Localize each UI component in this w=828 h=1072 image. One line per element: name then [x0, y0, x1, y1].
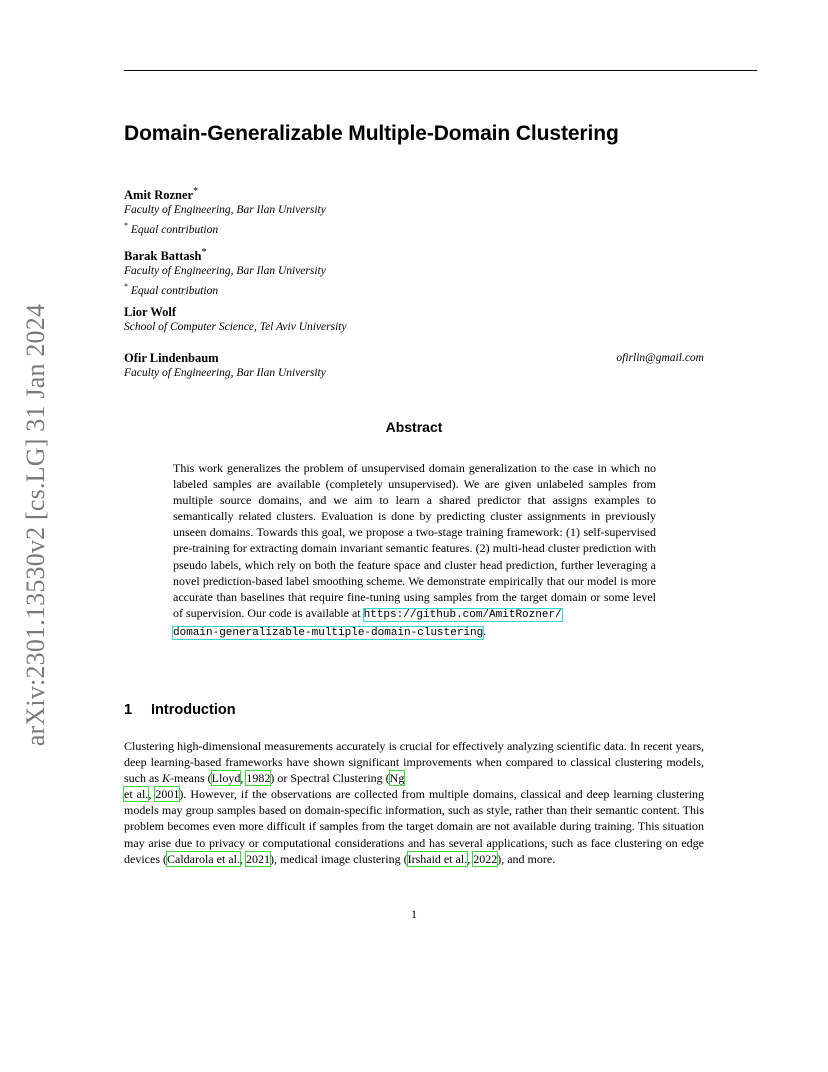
intro-text: ). However, if the observations are collected from multiple domains, classical and deep learning clustering models may group samples based on domain-specific information, such as style, rather than their semantic content. This problem becomes even more difficult if samples from the target domain are not available during training. This situation may arise due to privacy or computational considerations and has several applications, such as face clustering on edge devices ( [124, 787, 704, 866]
intro-paragraph [124, 738, 704, 867]
citation-irshaid-year[interactable]: 2022 [473, 851, 498, 866]
abstract-body [173, 460, 656, 641]
author-name: Lior Wolf [124, 305, 176, 319]
citation-ng[interactable]: Ng [389, 771, 405, 786]
intro-text: ), medical image clustering ( [269, 851, 408, 866]
intro-text: , [467, 851, 474, 866]
citation-ng-continued[interactable]: et al. [124, 787, 149, 802]
author-block [124, 305, 704, 335]
intro-text: , [239, 851, 246, 866]
intro-text: Clustering high-dimensional measurements accurately is crucial for effectively analyzing scientific data. In recent years, deep learning-based frameworks have shown significant improvements when compared to classical clustering models, such as [124, 739, 704, 786]
author-note: Equal contribution [130, 284, 219, 297]
code-link[interactable]: https://github.com/AmitRozner/ [363, 608, 562, 621]
author-block [124, 351, 704, 381]
citation-irshaid[interactable]: Irshaid et al. [407, 851, 468, 866]
author-affiliation: Faculty of Engineering, Bar Ilan University [124, 367, 326, 379]
top-rule [124, 70, 757, 71]
author-affiliation: Faculty of Engineering, Bar Ilan University [124, 265, 326, 277]
paper-title: Domain-Generalizable Multiple-Domain Clustering [124, 122, 619, 145]
citation-lloyd-year[interactable]: 1982 [246, 771, 271, 786]
intro-text: , [240, 771, 247, 786]
author-block [124, 245, 704, 299]
intro-text: ) or Spectral Clustering ( [270, 771, 390, 786]
author-affiliation: School of Computer Science, Tel Aviv University [124, 321, 347, 333]
author-email: ofirlin@gmail.com [616, 352, 704, 364]
intro-text: -means ( [170, 771, 212, 786]
citation-caldarola[interactable]: Caldarola et al. [166, 851, 240, 866]
intro-text: , [148, 787, 156, 802]
abstract-text: This work generalizes the problem of unsupervised domain generalization to the case in which no labeled samples are available (completely unsupervised). We are given unlabeled samples from multiple source domains, and we aim to learn a shared predictor that assigns examples to semantically related clusters. Evaluation is done by predicting cluster assignments in previously unseen domains. Towards this goal, we propose a two-stage training framework: (1) self-supervised pre-training for extracting domain invariant semantic features. (2) multi-head cluster prediction with pseudo labels, which rely on both the feature space and cluster head prediction, further leveraging a novel prediction-based label smoothing scheme. We demonstrate empirically that our model is more accurate than baselines that require fine-tuning using samples from the target domain or some level of supervision. Our code is available at [173, 461, 656, 620]
author-name: Amit Rozner [124, 188, 194, 202]
author-mark: * [201, 247, 207, 258]
abstract-end: . [483, 623, 487, 638]
section-title: Introduction [151, 702, 236, 718]
section-number: 1 [124, 702, 133, 718]
citation-ng-year[interactable]: 2001 [155, 787, 180, 802]
note-mark: * [124, 221, 128, 230]
author-affiliation: Faculty of Engineering, Bar Ilan University [124, 204, 326, 216]
intro-text: ), and more. [497, 851, 556, 866]
code-link-continued[interactable]: domain-generalizable-multiple-domain-clustering [173, 626, 484, 639]
author-note: Equal contribution [130, 223, 219, 236]
author-name: Ofir Lindenbaum [124, 351, 219, 365]
arxiv-identifier: arXiv:2301.13530v2 [cs.LG] 31 Jan 2024 [21, 303, 51, 747]
page-number: 1 [411, 907, 417, 921]
section-heading [124, 702, 236, 718]
citation-caldarola-year[interactable]: 2021 [245, 851, 270, 866]
abstract-heading: Abstract [385, 419, 443, 435]
citation-lloyd[interactable]: Lloyd [211, 771, 241, 786]
author-name: Barak Battash [124, 249, 202, 263]
author-block [124, 184, 704, 238]
math-k: K [162, 771, 171, 786]
note-mark: * [124, 282, 128, 291]
author-mark: * [193, 186, 199, 197]
arxiv-sidebar [18, 292, 54, 758]
